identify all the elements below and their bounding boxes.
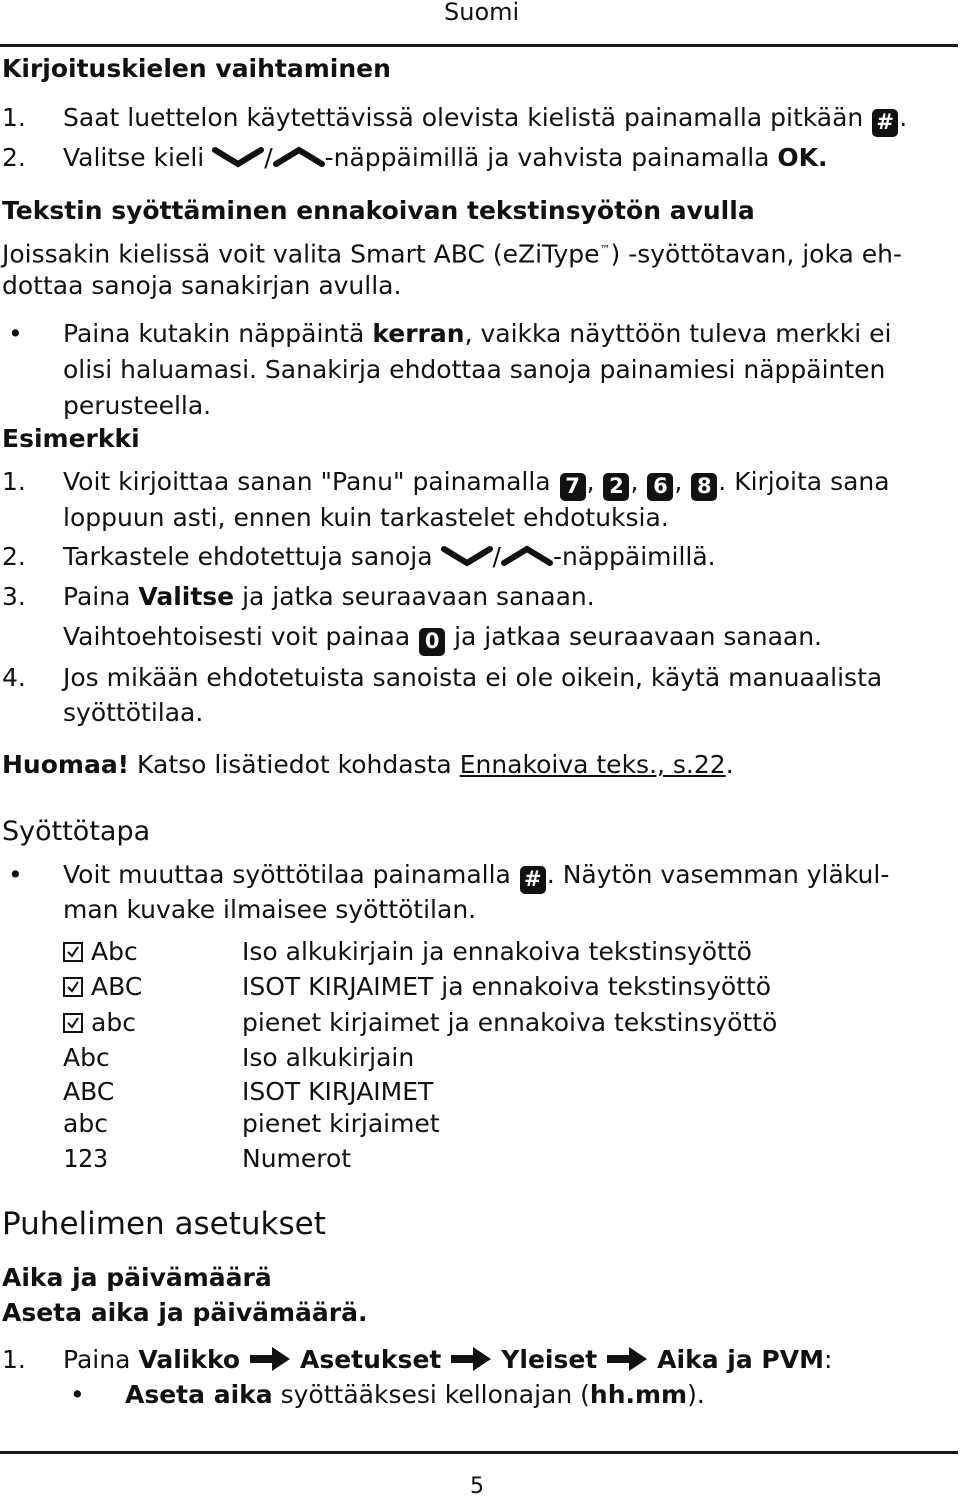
predictive-check-icon [63,942,83,962]
ok-label: OK. [777,143,828,172]
bullet: • [70,1380,85,1409]
header-language: Suomi [444,0,520,26]
menu-path-item: Yleiset [501,1345,598,1374]
section-heading-input-mode: Syöttötapa [2,816,151,847]
predictive-bullet-line3: perusteella. [63,391,212,420]
example-step-3: 3. Paina Valitse ja jatka seuraavaan sanaan. [2,582,595,611]
example-step-4-line2: syöttötilaa. [63,698,204,727]
example-heading: Esimerkki [2,424,140,453]
predictive-bullet-line1: Paina kutakin näppäintä kerran, vaikka näyttöön tuleva merkki ei [63,319,892,348]
example-step-3-line2: Vaihtoehtoisesti voit painaa 0 ja jatkaa seuraavaan sanaan. [63,619,822,656]
section-heading-predictive: Tekstin syöttäminen ennakoivan tekstinsyötön avulla [2,196,755,225]
step-number: 1. [2,103,26,132]
sub-heading-set-time-date: Aseta aika ja päivämäärä. [2,1298,368,1327]
chevron-down-icon [212,146,264,168]
example-step-4: 4. Jos mikään ehdotetuista sanoista ei ole oikein, käytä manuaalista [2,663,883,692]
mode-description: ISOT KIRJAIMET [242,1077,434,1106]
note-label: Huomaa! [2,750,130,779]
mode-description: Numerot [242,1144,352,1173]
settings-bullet-line: Aseta aika syöttääksesi kellonajan (hh.mm). [125,1380,705,1409]
header-rule [0,44,958,47]
mode-indicator: ABC [63,1077,115,1106]
menu-path-item: Aika ja PVM [657,1345,824,1374]
settings-step-1: 1. Paina Valikko Asetukset Yleiset Aika ja PVM: [2,1345,833,1374]
key-0-icon: 0 [419,628,445,656]
bullet: • [8,860,23,889]
mode-indicator: abc [63,1109,108,1138]
mode-indicator: ABC [63,969,142,1005]
predictive-check-icon [63,977,83,997]
menu-path-item: Valikko [138,1345,241,1374]
mode-description: pienet kirjaimet [242,1109,440,1138]
note-link[interactable]: Ennakoiva teks., s.22 [459,750,726,779]
mode-description: Iso alkukirjain ja ennakoiva tekstinsyöttö [242,937,752,966]
mode-description: ISOT KIRJAIMET ja ennakoiva tekstinsyöttö [242,972,772,1001]
arrow-right-icon [449,1344,493,1374]
hash-key-icon: # [520,866,546,894]
footer-rule [0,1451,958,1454]
chevron-down-icon [441,545,493,567]
mode-indicator: Abc [63,1043,110,1072]
mode-indicator: abc [63,1005,136,1041]
key-8-icon: 8 [691,473,717,501]
predictive-intro-line1: Joissakin kielissä voit valita Smart ABC (eZiType™) -syöttötavan, joka eh- [2,239,903,269]
hash-key-icon: # [872,109,898,137]
example-step-1-line2: loppuun asti, ennen kuin tarkastelet ehdotuksia. [63,503,669,532]
mode-indicator: 123 [63,1144,109,1173]
arrow-right-icon [605,1344,649,1374]
input-mode-line1: Voit muuttaa syöttötilaa painamalla # . Näytön vasemman yläkul- [63,857,889,894]
predictive-check-icon [63,1013,83,1033]
mode-description: pienet kirjaimet ja ennakoiva tekstinsyöttö [242,1008,778,1037]
section-heading-language: Kirjoituskielen vaihtaminen [2,54,391,83]
note: Huomaa! Katso lisätiedot kohdasta Ennakoiva teks., s.22. [2,750,734,779]
sub-heading-time-date: Aika ja päivämäärä [2,1263,272,1292]
example-step-1: 1. Voit kirjoittaa sanan "Panu" painamalla 7 , 2 , 6 , 8 . Kirjoita sana [2,464,26,500]
predictive-intro-line2: dottaa sanoja sanakirjan avulla. [2,271,402,300]
lang-step-1: 1. Saat luettelon käytettävissä olevista kielistä painamalla pitkään # . [2,100,26,136]
predictive-bullet-line2: olisi haluamasi. Sanakirja ehdottaa sanoja painamiesi näppäinten [63,355,886,384]
input-mode-line2: man kuvake ilmaisee syöttötilan. [63,895,477,924]
lang-step-2: 2. Valitse kieli / -näppäimillä ja vahvista painamalla OK. [2,143,828,172]
section-heading-phone-settings: Puhelimen asetukset [2,1206,326,1242]
mode-description: Iso alkukirjain [242,1043,415,1072]
page-number: 5 [470,1474,484,1499]
chevron-up-icon [501,545,553,567]
step-number: 2. [2,143,26,172]
bullet: • [8,319,23,348]
key-6-icon: 6 [647,473,673,501]
mode-indicator: Abc [63,934,138,970]
arrow-right-icon [248,1344,292,1374]
step-text: Saat luettelon käytettävissä olevista kielistä painamalla pitkään [63,103,864,132]
key-7-icon: 7 [560,473,586,501]
example-step-2: 2. Tarkastele ehdotettuja sanoja / -näppäimillä. [2,542,716,571]
key-2-icon: 2 [603,473,629,501]
menu-path-item: Asetukset [300,1345,442,1374]
chevron-up-icon [273,146,325,168]
